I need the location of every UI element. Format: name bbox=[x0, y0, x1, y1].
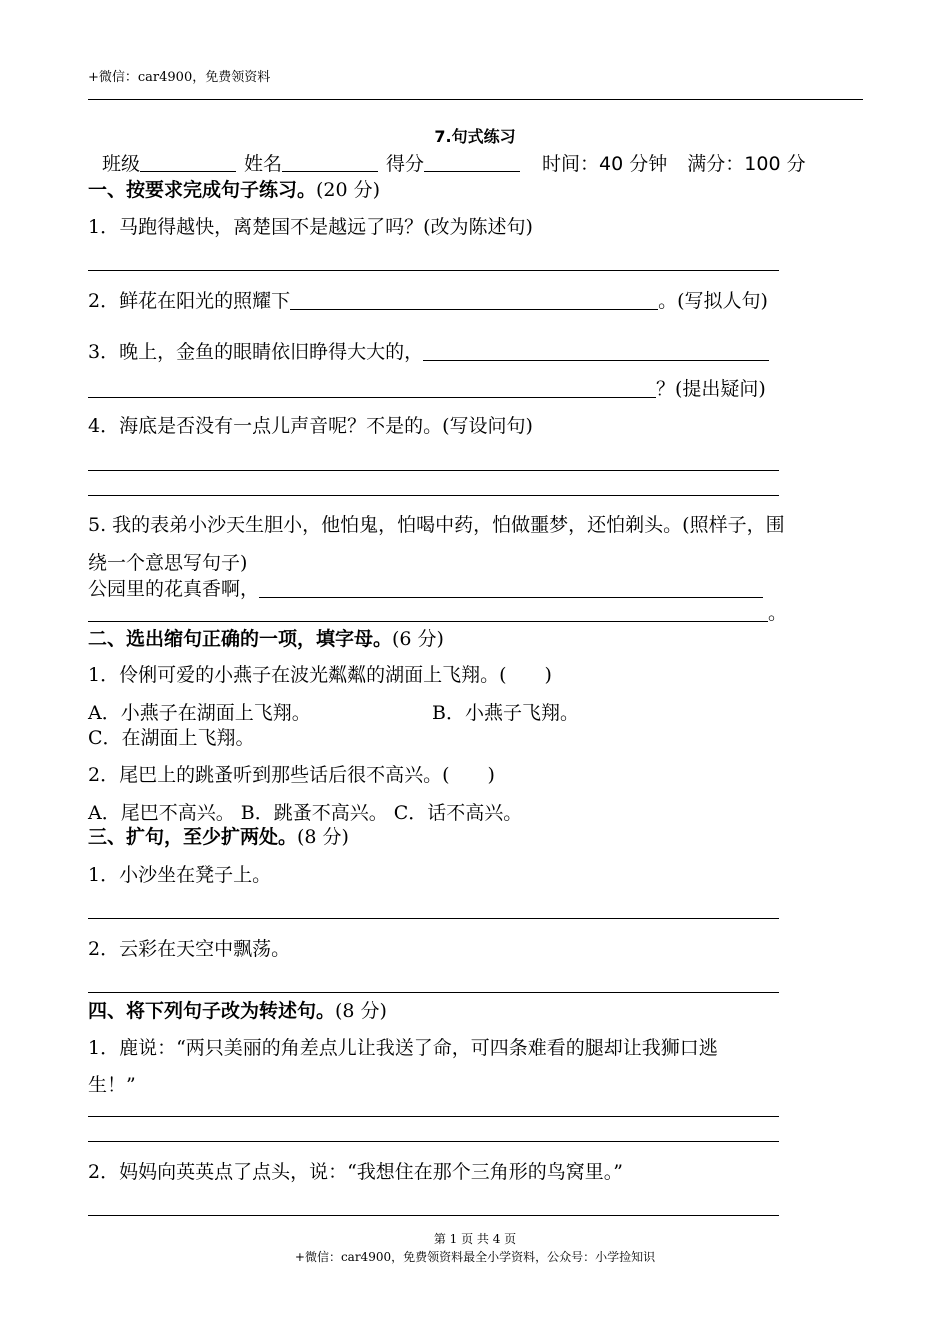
answer-line[interactable] bbox=[88, 495, 779, 496]
answer-line[interactable] bbox=[88, 1141, 779, 1142]
q1-item5-end: 。 bbox=[768, 602, 788, 624]
q4-item1-line1: 1．鹿说：“两只美丽的角差点儿让我送了命，可四条难看的腿却让我狮口逃 bbox=[88, 1037, 718, 1059]
q1-item4: 4．海底是否没有一点儿声音呢？不是的。(写设问句) bbox=[88, 415, 533, 437]
footer-watermark: +微信：car4900，免费领资料最全小学资料，公众号：小学捡知识 bbox=[294, 1250, 656, 1264]
q1-item3-prefix: 3．晚上，金鱼的眼睛依旧睁得大大的， bbox=[88, 341, 424, 363]
q1-item2 bbox=[88, 286, 768, 313]
class-blank[interactable] bbox=[140, 153, 236, 172]
answer-blank[interactable] bbox=[88, 377, 656, 398]
answer-line[interactable] bbox=[88, 992, 779, 993]
section-2-title: 二、选出缩句正确的一项，填字母。 bbox=[88, 628, 393, 650]
answer-line[interactable] bbox=[88, 470, 779, 471]
q1-item5-prompt bbox=[88, 574, 763, 601]
section-1-heading bbox=[88, 175, 380, 202]
page-title: 7.句式练习 bbox=[434, 127, 516, 146]
section-4-heading bbox=[88, 996, 387, 1023]
section-4-points: (8 分) bbox=[335, 1000, 387, 1022]
section-2-heading bbox=[88, 624, 444, 651]
class-label: 班级 bbox=[102, 153, 141, 175]
q3-item1: 1．小沙坐在凳子上。 bbox=[88, 864, 272, 886]
answer-line[interactable] bbox=[88, 918, 779, 919]
answer-blank[interactable] bbox=[290, 289, 658, 310]
answer-line[interactable] bbox=[88, 1116, 779, 1117]
q2-item1: 1．伶俐可爱的小燕子在波光粼粼的湖面上飞翔。( ) bbox=[88, 664, 552, 686]
answer-blank[interactable] bbox=[259, 577, 763, 598]
header-rule bbox=[88, 99, 863, 100]
section-3-points: (8 分) bbox=[297, 826, 349, 848]
q1-item3-cont bbox=[88, 374, 766, 401]
name-blank[interactable] bbox=[282, 153, 378, 172]
full-score: 满分：100 分 bbox=[687, 153, 806, 175]
q1-item5-prompt-text: 公园里的花真香啊， bbox=[88, 578, 260, 600]
section-1-title: 一、按要求完成句子练习。 bbox=[88, 179, 317, 201]
q1-item5-cont bbox=[88, 598, 787, 625]
q1-item3-suffix: ？(提出疑问) bbox=[656, 378, 766, 400]
q4-item1-line2: 生！” bbox=[88, 1074, 136, 1096]
section-2-points: (6 分) bbox=[392, 628, 444, 650]
q1-item5-line1: 5. 我的表弟小沙天生胆小，他怕鬼，怕喝中药，怕做噩梦，还怕剃头。(照样子，围 bbox=[88, 514, 785, 536]
score-label: 得分 bbox=[386, 153, 425, 175]
time-limit: 时间：40 分钟 bbox=[542, 153, 668, 175]
q1-item2-suffix: 。(写拟人句) bbox=[658, 290, 768, 312]
answer-line[interactable] bbox=[88, 1215, 779, 1216]
answer-blank[interactable] bbox=[88, 601, 768, 622]
answer-line[interactable] bbox=[88, 270, 779, 271]
q4-item2: 2．妈妈向英英点了点头，说：“我想住在那个三角形的鸟窝里。” bbox=[88, 1161, 624, 1183]
name-label: 姓名 bbox=[244, 153, 283, 175]
answer-blank[interactable] bbox=[423, 340, 769, 361]
q2-item1-option-c[interactable]: C．在湖面上飞翔。 bbox=[88, 727, 255, 749]
header-watermark: +微信：car4900，免费领资料 bbox=[88, 70, 271, 85]
q1-item2-prefix: 2．鲜花在阳光的照耀下 bbox=[88, 290, 291, 312]
section-3-heading bbox=[88, 822, 349, 849]
q2-item1-option-a[interactable]: A．小燕子在湖面上飞翔。 bbox=[88, 702, 311, 724]
student-info-row bbox=[102, 149, 806, 176]
section-3-title: 三、扩句，至少扩两处。 bbox=[88, 826, 298, 848]
q1-item5-line2: 绕一个意思写句子) bbox=[88, 552, 248, 574]
q3-item2: 2．云彩在天空中飘荡。 bbox=[88, 938, 291, 960]
q2-item1-option-b[interactable]: B．小燕子飞翔。 bbox=[432, 702, 579, 724]
section-4-title: 四、将下列句子改为转述句。 bbox=[88, 1000, 336, 1022]
q1-item3 bbox=[88, 337, 769, 364]
q2-item2: 2．尾巴上的跳蚤听到那些话后很不高兴。( ) bbox=[88, 764, 495, 786]
page-number: 第 1 页 共 4 页 bbox=[433, 1232, 517, 1246]
q2-item2-options[interactable]: A．尾巴不高兴。 B．跳蚤不高兴。 C．话不高兴。 bbox=[88, 802, 523, 824]
q1-item1: 1．马跑得越快，离楚国不是越远了吗？(改为陈述句) bbox=[88, 216, 533, 238]
section-1-points: (20 分) bbox=[316, 179, 381, 201]
score-blank[interactable] bbox=[424, 153, 520, 172]
